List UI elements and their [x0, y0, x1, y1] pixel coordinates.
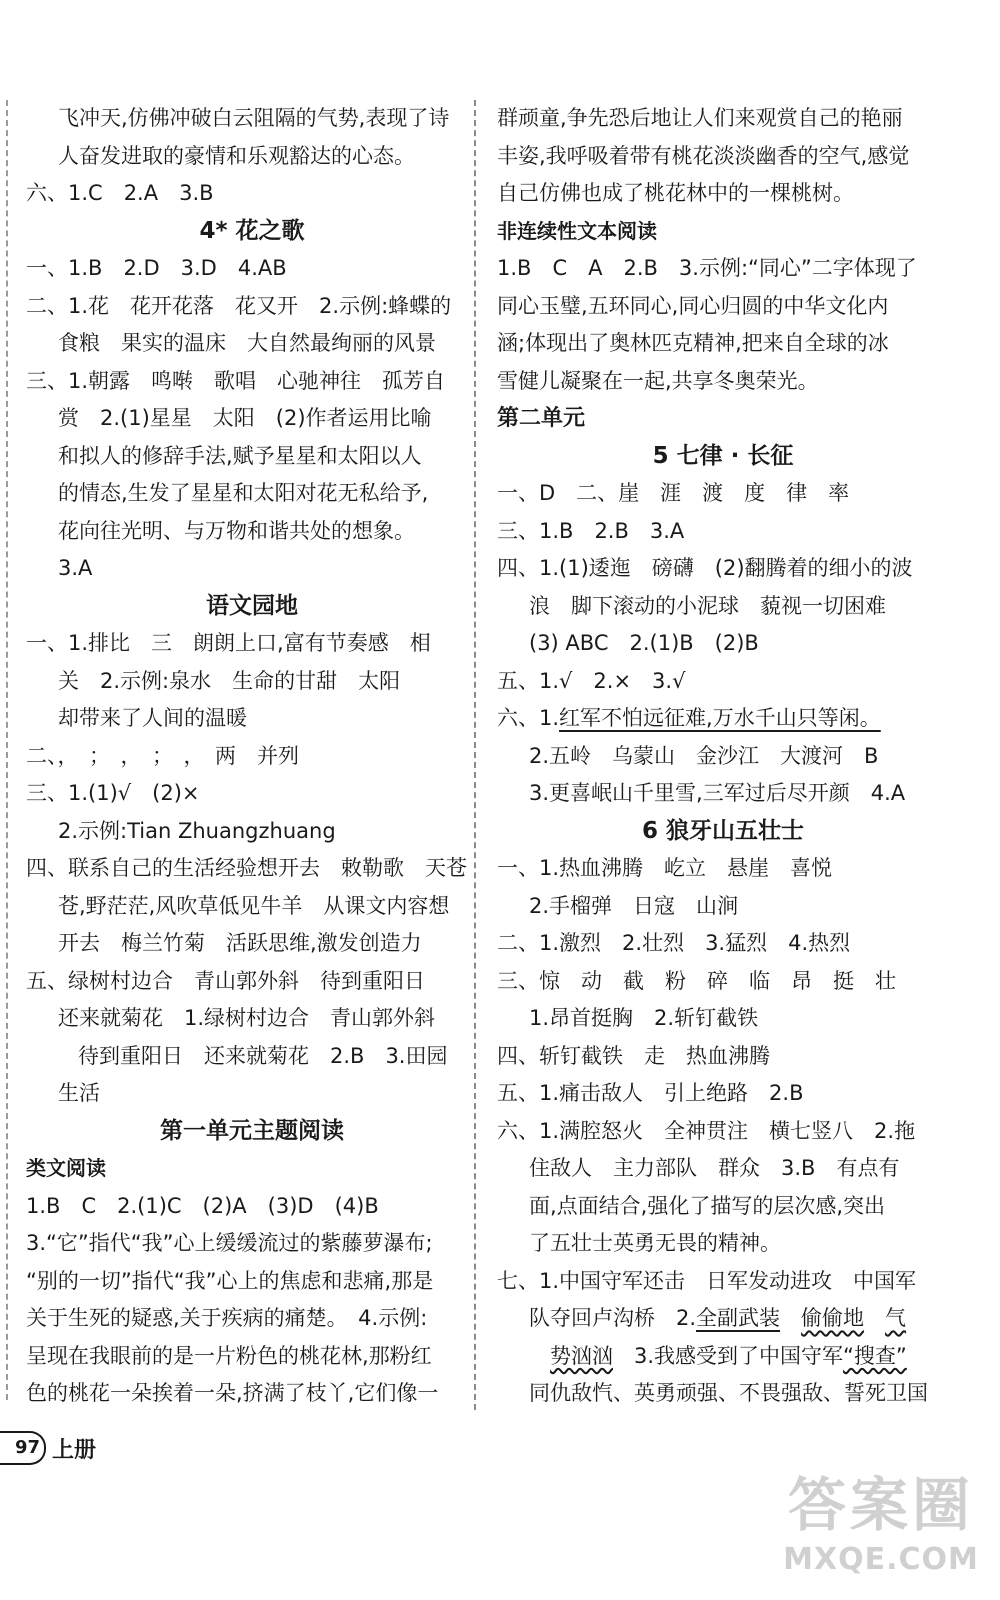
answer-line [26, 325, 478, 363]
answer-line [497, 738, 949, 776]
answer-line [26, 738, 478, 776]
underlined-answer: 红军不怕远征难,万水千山只等闲。 [559, 706, 881, 730]
section-heading [26, 588, 478, 626]
answer-line [497, 775, 949, 813]
line-text: 苍,野茫茫,风吹草低见牛羊 从课文内容想 [58, 893, 450, 918]
answer-line [497, 325, 949, 363]
line-text: 1.昂首挺胸 2.斩钉截铁 [529, 1006, 759, 1030]
answer-line [497, 363, 949, 401]
answer-line [497, 700, 949, 738]
subsection-heading [26, 1150, 478, 1188]
line-text: 五、绿树村边合 青山郭外斜 待到重阳日 [26, 968, 425, 993]
answer-line [26, 1075, 478, 1113]
line-text: 生活 [58, 1081, 100, 1105]
line-text [529, 1344, 550, 1368]
line-text: 六、1. [497, 706, 560, 730]
line-text: 色的桃花一朵挨着一朵,挤满了枝丫,它们像一 [26, 1381, 439, 1405]
line-text: 语文园地 [206, 592, 298, 619]
line-text: 丰姿,我呼吸着带有桃花淡淡幽香的空气,感觉 [497, 143, 910, 168]
answer-line [497, 1225, 949, 1263]
answer-line [26, 363, 478, 401]
line-text: 关于生死的疑惑,关于疾病的痛楚。 4.示例: [26, 1306, 428, 1330]
line-text: 一、1.排比 三 朗朗上口,富有节奏感 相 [26, 631, 431, 655]
answer-line [26, 175, 478, 213]
answer-line [26, 963, 478, 1001]
line-text: 花向往光明、与万物和谐共处的想象。 [58, 518, 415, 543]
line-text [864, 1306, 885, 1330]
line-text: 呈现在我眼前的是一片粉色的桃花林,那粉红 [26, 1343, 432, 1368]
answer-line [497, 250, 949, 288]
line-text: 2.示例:Tian Zhuangzhuang [58, 818, 336, 843]
line-text: 3.更喜岷山千里雪,三军过后尽开颜 4.A [529, 781, 906, 805]
line-text: 2.五岭 乌蒙山 金沙江 大渡河 B [529, 743, 879, 768]
line-text: 一、D 二、崖 涯 渡 度 律 率 [497, 481, 850, 505]
answer-line [26, 1000, 478, 1038]
page-footer [0, 1428, 96, 1468]
answer-line [26, 1225, 478, 1263]
column-divider [474, 100, 476, 1410]
line-text: 飞冲天,仿佛冲破白云阻隔的气势,表现了诗 [58, 106, 450, 130]
answer-line [26, 100, 478, 138]
answer-line [497, 1375, 949, 1413]
line-text: 四、斩钉截铁 走 热血沸腾 [497, 1043, 770, 1068]
answer-line [497, 1000, 949, 1038]
line-text: 6 狼牙山五壮士 [641, 817, 804, 844]
answer-line [497, 925, 949, 963]
line-text: 群顽童,争先恐后地让人们来观赏自己的艳丽 [497, 106, 903, 130]
line-text: 食粮 果实的温床 大自然最绚丽的风景 [58, 331, 436, 355]
line-text: 赏 2.(1)星星 太阳 (2)作者运用比喻 [58, 406, 432, 430]
line-text: 1.B C A 2.B 3.示例:“同心”二字体现了 [497, 256, 917, 280]
answer-line [497, 475, 949, 513]
answer-line [26, 775, 478, 813]
line-text: 第一单元主题阅读 [160, 1117, 344, 1144]
line-text: 队夺回卢沟桥 2. [529, 1306, 697, 1330]
wavy-underlined-answer: 势汹汹 [550, 1343, 613, 1368]
answer-line [497, 663, 949, 701]
right-column [497, 100, 949, 1413]
answer-line [26, 625, 478, 663]
wavy-underlined-answer: “搜查” [843, 1343, 907, 1368]
line-text: 七、1.中国守军还击 日军发动进攻 中国军 [497, 1268, 917, 1293]
answer-line [26, 550, 478, 588]
answer-line [497, 963, 949, 1001]
line-text: 了五壮士英勇无畏的精神。 [529, 1231, 781, 1255]
answer-line [26, 663, 478, 701]
line-text: 开去 梅兰竹菊 活跃思维,激发创造力 [58, 931, 422, 955]
line-text: 和拟人的修辞手法,赋予星星和太阳以人 [58, 443, 422, 468]
line-text: “别的一切”指代“我”心上的焦虑和悲痛,那是 [26, 1268, 434, 1293]
line-text: 人奋发进取的豪情和乐观豁达的心态。 [58, 143, 415, 168]
line-text: 浪 脚下滚动的小泥球 藐视一切困难 [529, 593, 886, 618]
line-text: 雪健儿凝聚在一起,共享冬奥荣光。 [497, 368, 819, 393]
answer-line [26, 888, 478, 926]
line-text: 三、1.朝露 鸣啭 歌唱 心驰神往 孤芳自 [26, 368, 446, 393]
answer-line [497, 850, 949, 888]
left-column [26, 100, 478, 1413]
watermark-url: MXQE.COM [783, 1542, 979, 1577]
answer-line [26, 925, 478, 963]
answer-line [26, 400, 478, 438]
line-text: 三、惊 动 截 粉 碎 临 昂 挺 壮 [497, 968, 896, 993]
line-text: 五、1.痛击敌人 引上绝路 2.B [497, 1081, 804, 1105]
underlined-answer: 全副武装 [696, 1306, 781, 1330]
line-text: 还来就菊花 1.绿树村边合 青山郭外斜 [58, 1006, 436, 1030]
line-text: 5 七律 · 长征 [652, 442, 794, 469]
line-text: 涵;体现出了奥林匹克精神,把来自全球的冰 [497, 331, 889, 355]
line-text: 2.手榴弹 日寇 山涧 [529, 893, 739, 918]
answer-line [497, 100, 949, 138]
answer-line [26, 1188, 478, 1226]
line-text: 自己仿佛也成了桃花林中的一棵桃树。 [497, 181, 854, 205]
line-text: 五、1.√ 2.× 3.√ [497, 668, 686, 693]
section-heading [26, 213, 478, 251]
line-text: 三、1.(1)√ (2)× [26, 781, 200, 805]
answer-line [497, 588, 949, 626]
answer-line [497, 625, 949, 663]
line-text: 3.我感受到了中国守军 [613, 1343, 844, 1368]
line-text: 3.“它”指代“我”心上缓缓流过的紫藤萝瀑布; [26, 1231, 433, 1255]
line-text: 4* 花之歌 [199, 217, 305, 244]
answer-line [497, 1300, 949, 1338]
volume-label: 上册 [52, 1437, 97, 1463]
line-text: 的情态,生发了星星和太阳对花无私给予, [58, 481, 429, 505]
line-text: 住敌人 主力部队 群众 3.B 有点有 [529, 1156, 900, 1180]
line-text: 面,点面结合,强化了描写的层次感,突出 [529, 1193, 886, 1218]
answer-line [497, 1338, 949, 1376]
line-text: 四、1.(1)逶迤 磅礴 (2)翻腾着的细小的波 [497, 556, 913, 580]
line-text: 非连续性文本阅读 [497, 218, 657, 243]
answer-line [26, 700, 478, 738]
answer-line [497, 1150, 949, 1188]
section-heading [497, 813, 949, 851]
answer-line [497, 288, 949, 326]
line-text: 关 2.示例:泉水 生命的甘甜 太阳 [58, 668, 401, 693]
answer-line [26, 138, 478, 176]
answer-line [497, 1075, 949, 1113]
line-text: 三、1.B 2.B 3.A [497, 518, 685, 543]
page-number: 97 [0, 1431, 46, 1465]
answer-line [26, 1300, 478, 1338]
line-text: 二、1.花 花开花落 花又开 2.示例:蜂蝶的 [26, 293, 452, 318]
line-text: 六、1.满腔怒火 全神贯注 横七竖八 2.拖 [497, 1118, 916, 1143]
line-text: 二、， ； ， ； ， 两 并列 [26, 743, 299, 768]
answer-line [26, 513, 478, 551]
answer-line [26, 1263, 478, 1301]
wavy-underlined-answer: 气 [885, 1306, 907, 1330]
line-text: 同心玉璧,五环同心,同心归圆的中华文化内 [497, 293, 889, 318]
answer-line [497, 138, 949, 176]
answer-line [497, 175, 949, 213]
answer-line [26, 850, 478, 888]
answer-line [497, 1113, 949, 1151]
answer-line [497, 1038, 949, 1076]
answer-line [497, 888, 949, 926]
binding-edge-dashes [6, 100, 8, 1400]
line-text [780, 1306, 801, 1330]
answer-line [26, 250, 478, 288]
answer-line [497, 550, 949, 588]
answer-line [497, 513, 949, 551]
answer-line [26, 1375, 478, 1413]
answer-line [26, 475, 478, 513]
answer-line [26, 1338, 478, 1376]
answer-line [26, 438, 478, 476]
line-text: 四、联系自己的生活经验想开去 敕勒歌 天苍 [26, 856, 467, 880]
line-text: 却带来了人间的温暖 [58, 706, 247, 730]
section-heading [26, 1113, 478, 1151]
section-heading [497, 400, 949, 438]
line-text: 一、1.B 2.D 3.D 4.AB [26, 256, 287, 280]
watermark-logo [776, 1470, 986, 1588]
answer-line [497, 1263, 949, 1301]
line-text: 3.A [58, 556, 93, 580]
watermark-text: 答案圈 [787, 1471, 974, 1539]
line-text: 二、1.激烈 2.壮烈 3.猛烈 4.热烈 [497, 931, 851, 955]
answer-line [26, 1038, 478, 1076]
answer-line [497, 1188, 949, 1226]
section-heading [497, 438, 949, 476]
line-text: 六、1.C 2.A 3.B [26, 181, 214, 205]
line-text: 类文阅读 [26, 1156, 106, 1180]
line-text: 待到重阳日 还来就菊花 2.B 3.田园 [78, 1043, 448, 1068]
line-text: 同仇敌忾、英勇顽强、不畏强敌、誓死卫国 [529, 1381, 928, 1405]
line-text: 1.B C 2.(1)C (2)A (3)D (4)B [26, 1193, 379, 1218]
line-text: 一、1.热血沸腾 屹立 悬崖 喜悦 [497, 856, 833, 880]
line-text: (3) ABC 2.(1)B (2)B [529, 631, 759, 655]
answer-line [26, 813, 478, 851]
answer-line [26, 288, 478, 326]
line-text: 第二单元 [497, 406, 586, 431]
wavy-underlined-answer: 偷偷地 [801, 1306, 865, 1330]
subsection-heading [497, 213, 949, 251]
